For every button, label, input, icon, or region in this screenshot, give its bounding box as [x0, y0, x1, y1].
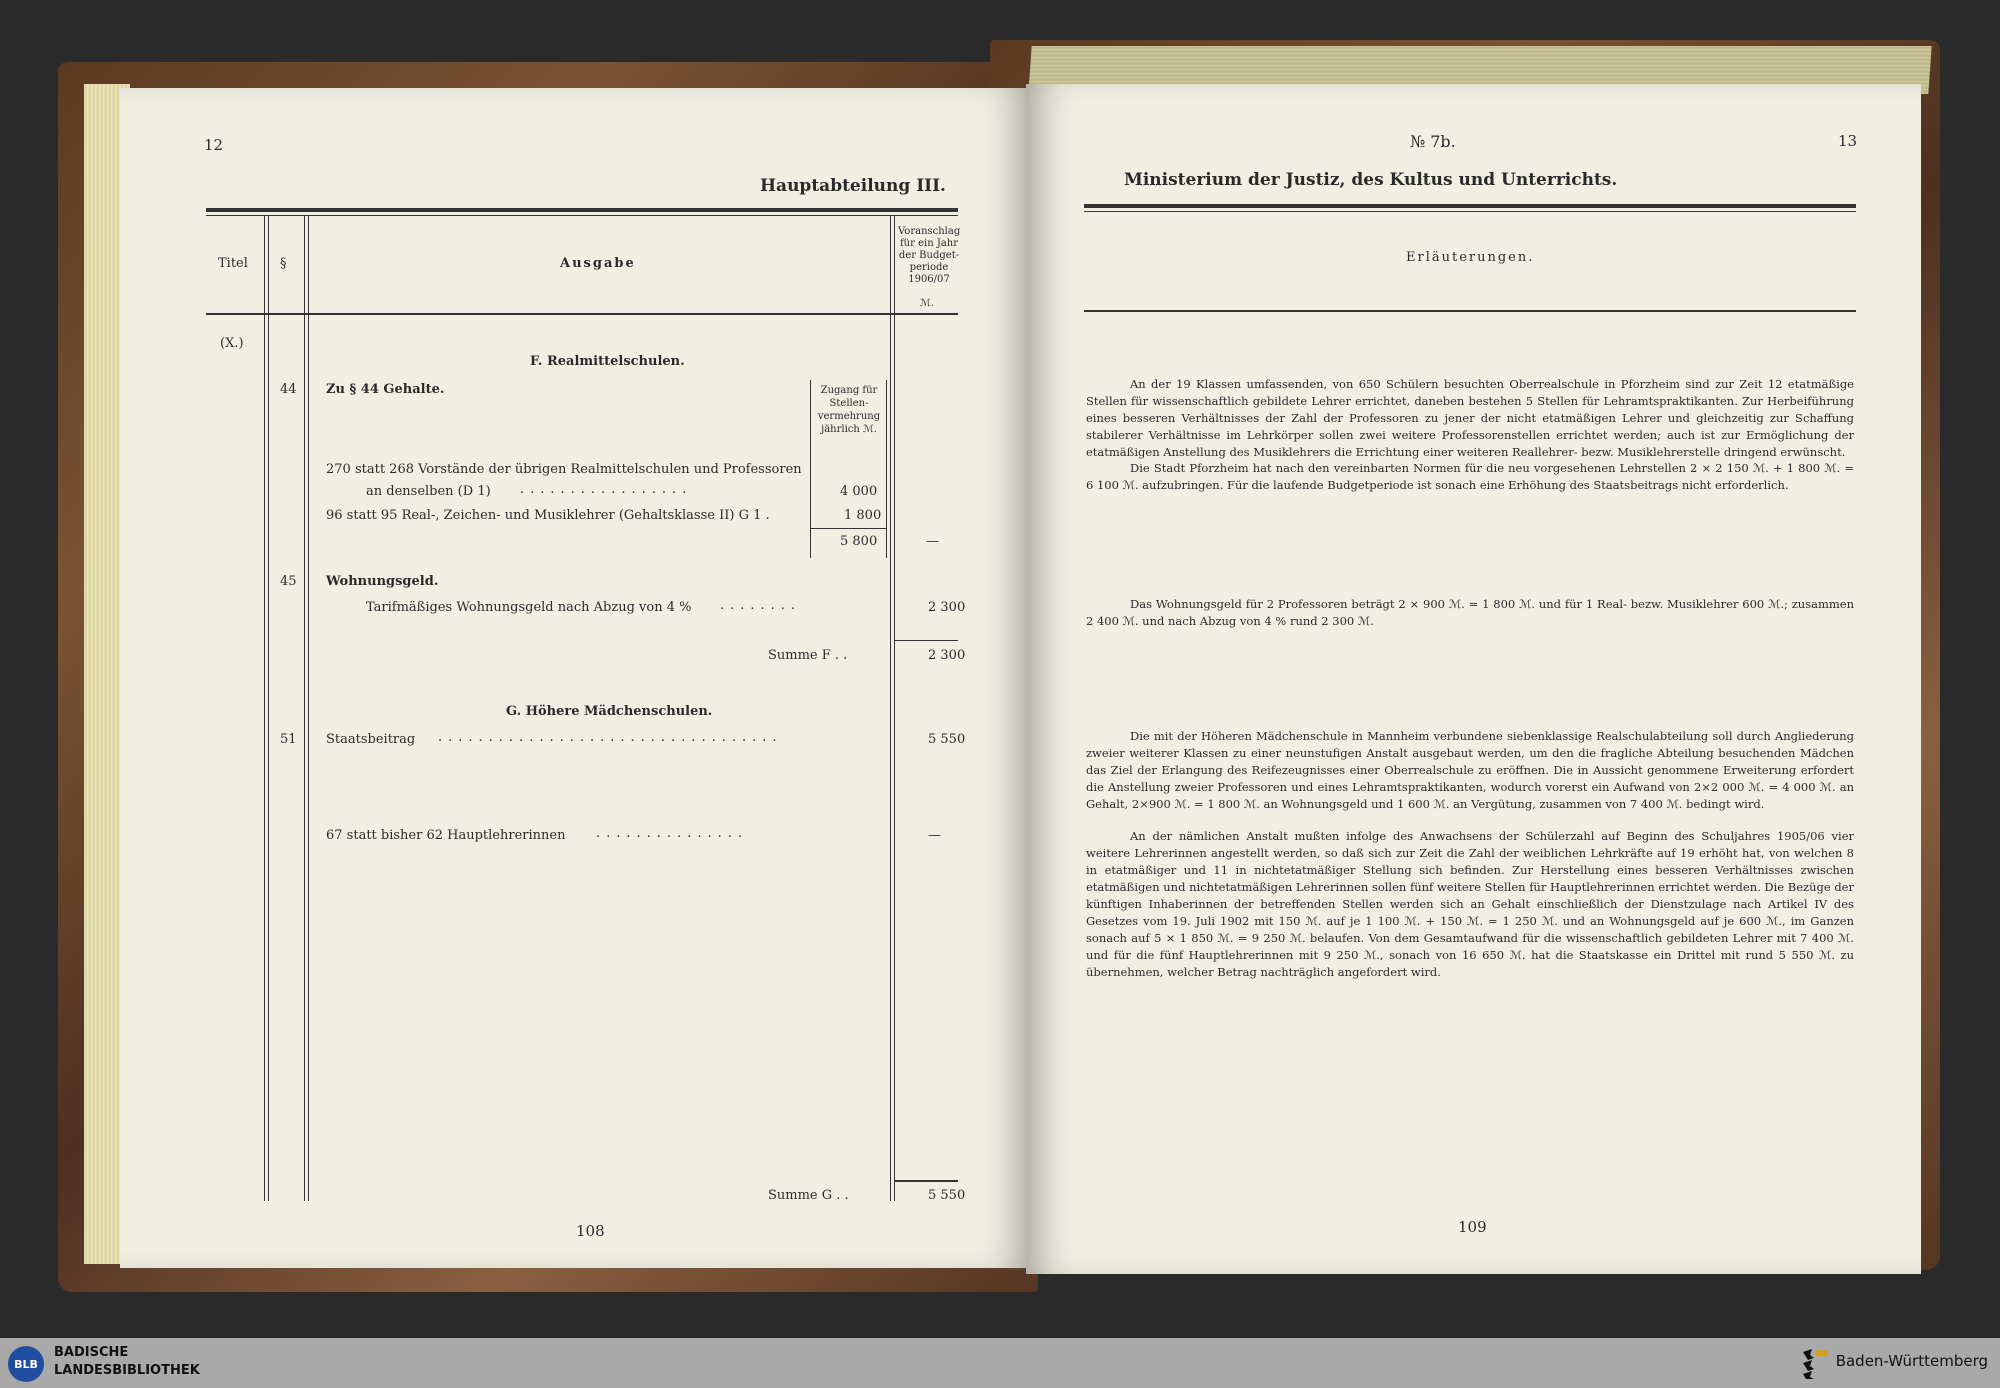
summe-g-rule [894, 1180, 958, 1182]
footer-banner [0, 1338, 2000, 1388]
summe-f-value: 2 300 [928, 648, 966, 663]
zugang-left-rule [810, 380, 811, 558]
row-67-line: 67 statt bisher 62 Hauptlehrerinnen [326, 828, 566, 843]
row-45-line: Tarifmäßiges Wohnungsgeld nach Abzug von 4 % [366, 600, 692, 615]
header-titel: Titel [218, 256, 248, 271]
col-divider-1b [268, 216, 269, 1201]
row-45-number: 45 [280, 574, 297, 589]
subtotal-rule [810, 528, 886, 529]
explanation-paragraph-5: An der nämlichen Anstalt mußten infolge des Anwachsens der Schülerzahl auf Beginn des Schuljahres 1905/06 vier weitere Lehrerinnen angestellt werden, so daß sich zur Zeit die Zahl der weiblichen Lehrkräfte auf 19 erhöht hat, von welchen 8 in etatmäßiger und 11 in nichtetatmäßiger Stellung sich befinden. Zur Herstellung eines besseren Verhältnisses zwischen etatmäßigen und nichtetatmäßigen Lehrerinnen sollen fünf weitere Stellen für Hauptlehrerinnen errichtet werden. Die Bezüge der künftigen Inhaberinnen der betreffenden Stellen werden sich an Gehalt einschließlich der Dienstzulage nach Artikel IV des Gesetzes vom 19. Juli 1902 mit 150 ℳ. auf je 1 100 ℳ. + 150 ℳ. = 1 250 ℳ. und an Wohnungsgeld auf je 600 ℳ., im Ganzen sonach auf 5 × 1 850 ℳ. = 9 250 ℳ. belaufen. Von dem Gesamtaufwand für die wissenschaftlich gebildeten Lehrer mit 7 400 ℳ. und für die fünf Hauptlehrerinnen mit 9 250 ℳ., sonach von 16 650 ℳ. hat die Staatskasse ein Drittel mit rund 5 550 ℳ. zu übernehmen, welcher Betrag nachträglich angefordert wird. [1086, 829, 1854, 979]
page-header: Ministerium der Justiz, des Kultus und Unterrichts. [1124, 170, 1618, 190]
summe-g-value: 5 550 [928, 1188, 966, 1203]
explanation-paragraph-2: Die Stadt Pforzheim hat nach den vereinbarten Normen für die neu vorgesehenen Lehrstellen 2 × 2 150 ℳ. + 1 800 ℳ. = 6 100 ℳ. aufzubringen. Für die laufende Budgetperiode ist sonach eine Erhöhung des Staatsbeitrags nicht erforderlich. [1086, 461, 1854, 492]
col-divider-3 [890, 216, 891, 1201]
explanation-paragraph-3: Das Wohnungsgeld für 2 Professoren beträgt 2 × 900 ℳ. = 1 800 ℳ. und für 1 Real- bezw. Musiklehrer 600 ℳ.; zusammen 2 400 ℳ. und nach Abzug von 4 % rund 2 300 ℳ. [1086, 597, 1854, 628]
page-number-bottom: 109 [1458, 1218, 1487, 1236]
baden-wuerttemberg-lions-icon [1800, 1346, 1830, 1380]
line-1-leader: ................. [520, 482, 693, 497]
line-1b: an denselben (D 1) [366, 484, 491, 499]
library-name-line-1: BADISCHE [54, 1345, 129, 1360]
header-paragraph: § [280, 256, 287, 271]
header-currency: ℳ. [920, 298, 934, 309]
summe-f-label: Summe F . . [768, 648, 848, 663]
library-name[interactable] [54, 1344, 200, 1380]
subtotal-dash: — [926, 534, 939, 549]
library-name-line-2: LANDESBIBLIOTHEK [54, 1363, 200, 1378]
state-name[interactable]: Baden-Württemberg [1835, 1352, 1988, 1370]
summe-f-rule [894, 640, 958, 641]
page-number-top: 13 [1838, 132, 1858, 150]
top-rule-thin [1084, 211, 1856, 212]
row-45-leader: ........ [720, 598, 802, 613]
page-number-bottom: 108 [576, 1222, 605, 1240]
row-45-label: Wohnungsgeld. [326, 574, 439, 589]
page-number-top: 12 [204, 136, 224, 154]
row-67-value: — [928, 828, 941, 843]
col-divider-3b [894, 216, 895, 1201]
line-1-value: 4 000 [840, 484, 878, 499]
top-rule [1084, 204, 1856, 208]
header-bottom-rule [1084, 310, 1856, 312]
line-2-value: 1 800 [844, 508, 882, 523]
row-45-value: 2 300 [928, 600, 966, 615]
table-header-rule [206, 313, 958, 315]
row-44-number: 44 [280, 382, 297, 397]
header-ausgabe: Ausgabe [560, 256, 636, 271]
subtotal-value: 5 800 [840, 534, 878, 549]
table-top-rule-thin [206, 215, 958, 216]
row-44-label: Zu § 44 Gehalte. [326, 382, 445, 397]
explanation-paragraph-4: Die mit der Höheren Mädchenschule in Mannheim verbundene siebenklassige Realschulabteilung soll durch Angliederung zweier weiterer Klassen zu einer neunstufigen Anstalt ausgebaut werden, um den die fragliche Abteilung besuchenden Mädchen das Ziel der Erlangung des Reifezeugnisses einer Oberrealschule zu eröffnen. Die in Aussicht genommene Erweiterung erfordert die Anstellung zweier Professoren und eines Lehramtspraktikanten, wodurch vorerst ein Aufwand von 2×2 000 ℳ. = 4 000 ℳ. an Gehalt, 2×900 ℳ. = 1 800 ℳ. an Wohnungsgeld und 1 600 ℳ. an Vergütung, zusammen von 7 400 ℳ. bedingt wird. [1086, 729, 1854, 811]
zugang-right-rule [886, 380, 887, 558]
line-2: 96 statt 95 Real-, Zeichen- und Musiklehrer (Gehaltsklasse II) G 1 . [326, 508, 770, 523]
row-51-label: Staatsbeitrag [326, 732, 416, 747]
col-divider-2 [304, 216, 305, 1201]
row-51-number: 51 [280, 732, 297, 747]
row-title-x: (X.) [220, 336, 244, 351]
explanation-paragraph-1: An der 19 Klassen umfassenden, von 650 Schülern besuchten Oberrealschule in Pforzheim sind zur Zeit 12 etatmäßige Stellen für wissenschaftlich gebildete Lehrer errichtet, daneben bestehen 5 Stellen für Lehramtspraktikanten. Zur Herbeiführung eines besseren Verhältnisses der Zahl der Professoren zu jener der nicht etatmäßigen Lehrer und gleichzeitig zur Schaffung stabilerer Verhältnisse im Lehrkörper sollen zwei weitere Professorenstellen errichtet werden; auch ist zur Ermöglichung der etatmäßigen Anstellung des Musiklehrers die Errichtung einer weiteren Reallehrer- bezw. Musiklehrerstelle dringend erwünscht. [1086, 377, 1854, 459]
row-51-value: 5 550 [928, 732, 966, 747]
right-page [1026, 84, 1921, 1274]
document-number: № 7b. [1410, 132, 1456, 151]
row-51-leader: .................................. [438, 730, 783, 745]
line-1a: 270 statt 268 Vorstände der übrigen Realmittelschulen und Professoren [326, 462, 802, 477]
blb-logo[interactable]: BLB [8, 1346, 44, 1382]
table-top-rule [206, 208, 958, 212]
row-67-leader: ............... [596, 826, 748, 841]
left-page [120, 88, 1030, 1268]
zugang-header: Zugang für Stellen- vermehrung jährlich ℳ. [817, 385, 881, 435]
header-voranschlag: Voranschlag für ein Jahr der Budget- periode 1906/07 [898, 226, 961, 285]
column-header: Erläuterungen. [1406, 250, 1535, 265]
page-header: Hauptabteilung III. [760, 176, 946, 196]
col-divider-1 [264, 216, 265, 1201]
summe-g-label: Summe G . . [768, 1188, 849, 1203]
section-f-heading: F. Realmittelschulen. [530, 354, 685, 369]
section-g-heading: G. Höhere Mädchenschulen. [506, 704, 713, 719]
col-divider-2b [308, 216, 309, 1201]
